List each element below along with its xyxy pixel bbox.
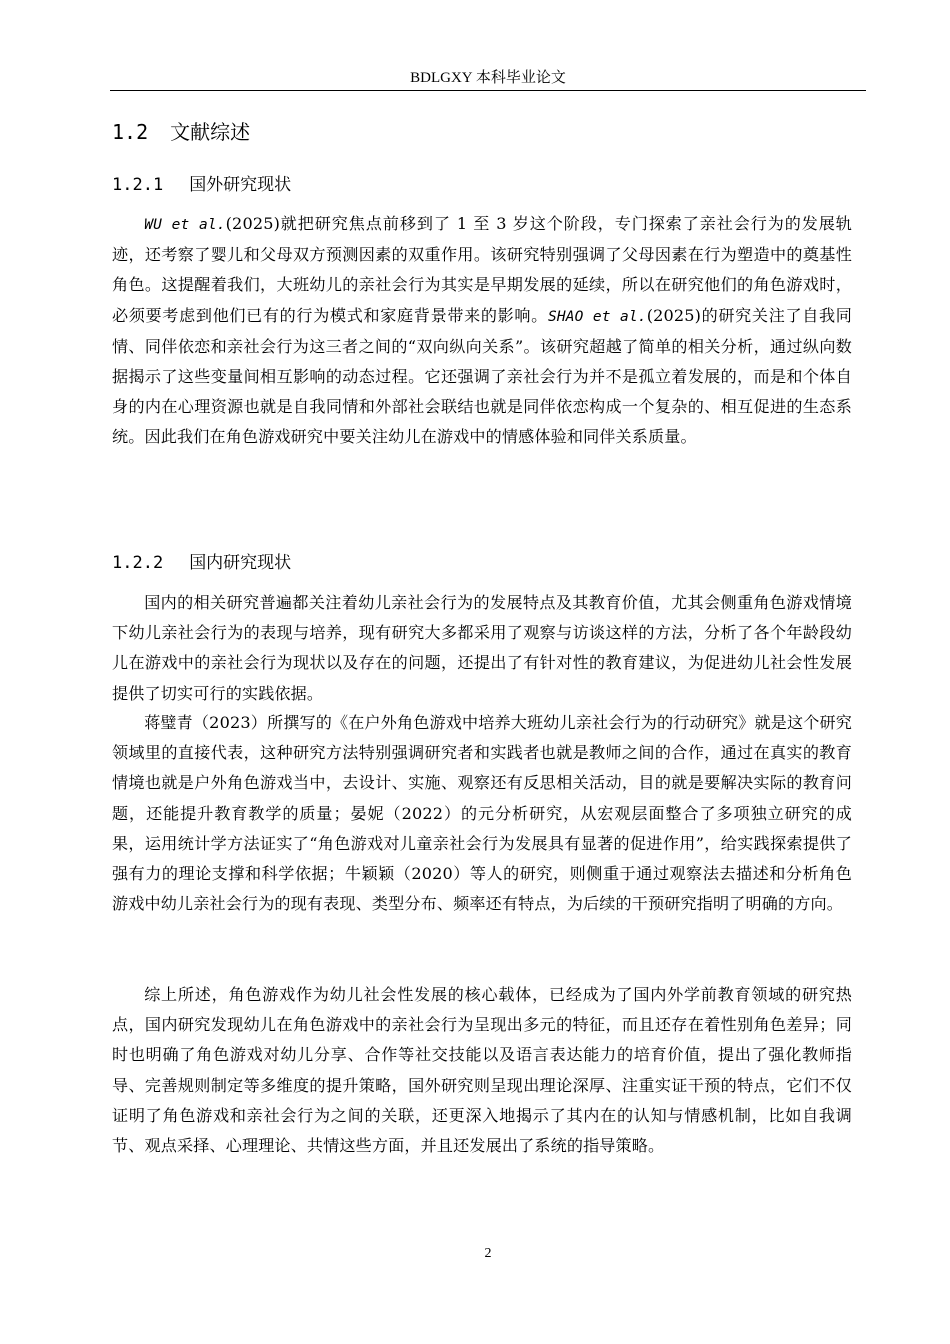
paragraph-text: (2025)就把研究焦点前移到了 1 至 3 岁这个阶段，专门探索了亲社会行为的发展轨迹，还考察了婴儿和父母双方预测因素的双重作用。该研究特别强调了父母因素在行为塑造中的奠基性角色。这提醒着我们，大班幼儿的亲社会行为其实是早期发展的延续，所以在研究他们的角色游戏时，必须要考虑到他们已有的行为模式和家庭背景带来的影响。 bbox=[112, 214, 852, 325]
paragraph-domestic-overview: 国内的相关研究普遍都关注着幼儿亲社会行为的发展特点及其教育价值，尤其会侧重角色游戏情境下幼儿亲社会行为的表现与培养，现有研究大多都采用了观察与访谈这样的方法，分析了各个年龄段幼儿在游戏中的亲社会行为现状以及存在的问题，还提出了有针对性的教育建议，为促进幼儿社会性发展提供了切实可行的实践依据。 bbox=[112, 593, 852, 703]
citation-shao: SHAO et al. bbox=[547, 308, 647, 325]
subsection-heading-domestic bbox=[112, 550, 291, 576]
section-number: 1.2 bbox=[112, 120, 149, 144]
section-title: 文献综述 bbox=[170, 120, 251, 144]
paragraph-summary: 综上所述，角色游戏作为幼儿社会性发展的核心载体，已经成为了国内外学前教育领域的研究热点，国内研究发现幼儿在角色游戏中的亲社会行为呈现出多元的特征，而且还存在着性别角色差异；同时也明确了角色游戏对幼儿分享、合作等社交技能以及语言表达能力的培育价值，提出了强化教师指导、完善规则制定等多维度的提升策略，国外研究则呈现出理论深厚、注重实证干预的特点，它们不仅证明了角色游戏和亲社会行为之间的关联，还更深入地揭示了其内在的认知与情感机制，比如自我调节、观点采择、心理理论、共情这些方面，并且还发展出了系统的指导策略。 bbox=[112, 985, 852, 1156]
subsection-number: 1.2.2 bbox=[112, 553, 164, 573]
citation-wu: WU et al. bbox=[144, 217, 226, 233]
section-heading bbox=[112, 118, 250, 146]
paragraph-text: (2025)的研究关注了自我同情、同伴依恋和亲社会行为这三者之间的“双向纵向关系”。该研究超越了简单的相关分析，通过纵向数据揭示了这些变量间相互影响的动态过程。它还强调了亲社会行为并不是孤立着发展的，而是和个体自身的内在心理资源也就是自我同情和外部社会联结也就是同伴依恋构成一个复杂的、相互促进的生态系统。因此我们在角色游戏研究中要关注幼儿在游戏中的情感体验和同伴关系质量。 bbox=[112, 305, 853, 447]
page-number: 2 bbox=[484, 1246, 492, 1261]
running-header: BDLGXY 本科毕业论文 bbox=[410, 70, 566, 86]
subsection-number: 1.2.1 bbox=[112, 175, 164, 195]
subsection-title: 国外研究现状 bbox=[189, 175, 292, 195]
subsection-title: 国内研究现状 bbox=[189, 553, 292, 573]
subsection-heading-foreign bbox=[112, 172, 291, 198]
paragraph-foreign-research bbox=[112, 209, 852, 453]
header-rule bbox=[110, 90, 866, 91]
paragraph-domestic-studies: 蒋璧青（2023）所撰写的《在户外角色游戏中培养大班幼儿亲社会行为的行动研究》就是这个研究领域里的直接代表，这种研究方法特别强调研究者和实践者也就是教师之间的合作，通过在真实的教育情境也就是户外角色游戏当中，去设计、实施、观察还有反思相关活动，目的就是要解决实际的教育问题，还能提升教育教学的质量；晏妮（2022）的元分析研究，从宏观层面整合了多项独立研究的成果，运用统计学方法证实了“角色游戏对儿童亲社会行为发展具有显著的促进作用”，给实践探索提供了强有力的理论支撑和科学依据；牛颖颖（2020）等人的研究，则侧重于通过观察法去描述和分析角色游戏中幼儿亲社会行为的现有表现、类型分布、频率还有特点，为后续的干预研究指明了明确的方向。 bbox=[112, 713, 852, 914]
